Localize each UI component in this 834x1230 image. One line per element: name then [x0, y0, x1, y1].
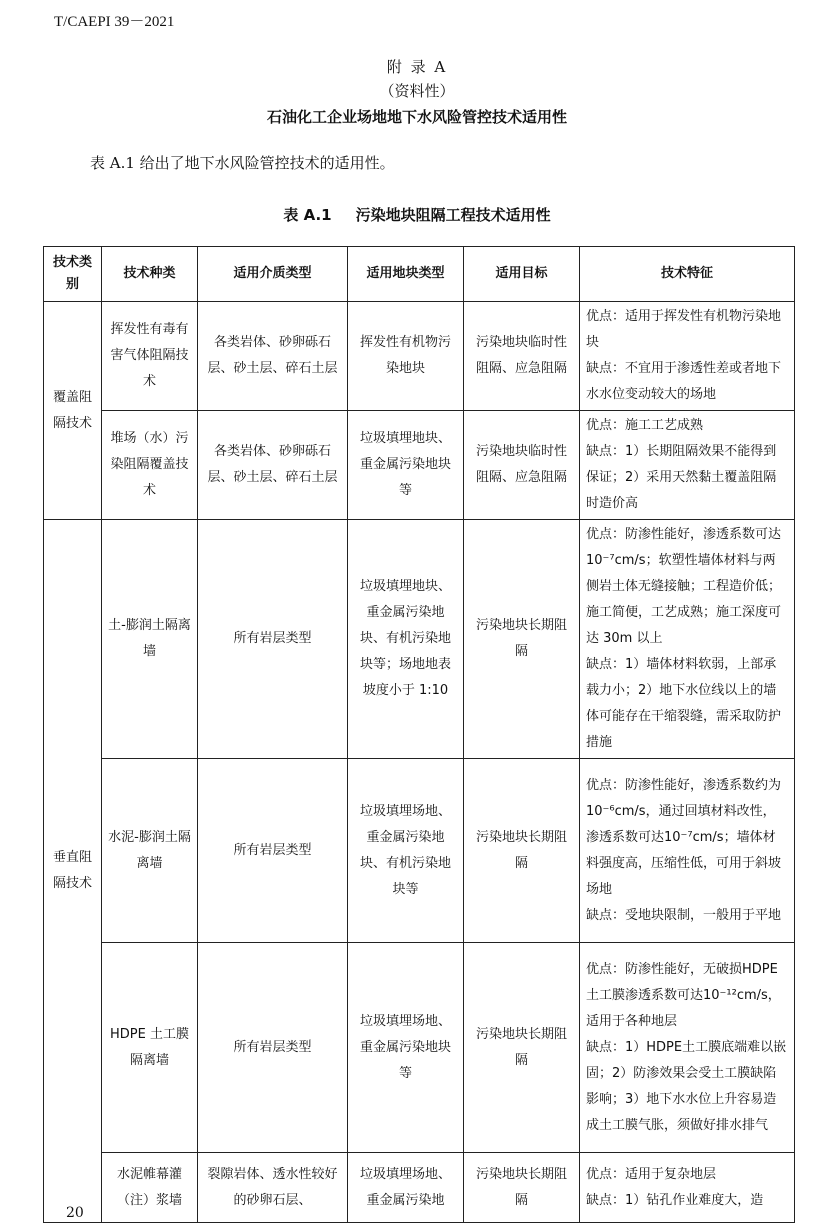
appendix-name: 石油化工企业场地地下水风险管控技术适用性 — [266, 108, 567, 126]
kind-cell: 土-膨润土隔离墙 — [102, 520, 198, 759]
feature-cons: 缺点：1）墙体材料软弱，上部承载力小；2）地下水位线以上的墙体可能存在干缩裂缝，需采取防护措施 — [586, 657, 782, 750]
target-cell: 污染地块临时性阻隔、应急阻隔 — [464, 302, 580, 411]
table-container — [43, 246, 795, 1208]
table-row — [44, 943, 795, 1153]
appendix-title: 附 录 A — [386, 58, 448, 76]
medium-cell: 所有岩层类型 — [198, 759, 348, 943]
header-category: 技术类别 — [44, 247, 102, 302]
table-caption-text: 污染地块阻隔工程技术适用性 — [355, 206, 551, 224]
medium-cell: 各类岩体、砂卵砾石层、砂土层、碎石土层 — [198, 411, 348, 520]
feature-cons: 缺点：受地块限制，一般用于平地 — [586, 907, 782, 923]
category-cell: 垂直阻隔技术 — [44, 520, 102, 1223]
feature-pros: 优点：施工工艺成熟 — [586, 418, 704, 433]
medium-cell: 各类岩体、砂卵砾石层、砂土层、碎石土层 — [198, 302, 348, 411]
feature-cell — [580, 520, 795, 759]
header-medium: 适用介质类型 — [198, 247, 348, 302]
table-row — [44, 411, 795, 520]
feature-cell — [580, 411, 795, 520]
feature-cons: 缺点：1）钻孔作业难度大，造 — [586, 1192, 764, 1208]
table-caption-number: 表 A.1 — [283, 206, 332, 224]
table-row — [44, 520, 795, 759]
feature-pros: 优点：适用于复杂地层 — [586, 1166, 717, 1182]
feature-pros: 优点：适用于挥发性有机物污染地块 — [586, 309, 782, 350]
feature-cons: 缺点：1）长期阻隔效果不能得到保证；2）采用天然黏土覆盖阻隔时造价高 — [586, 444, 777, 511]
document-code: T/CAEPI 39－2021 — [54, 14, 175, 30]
kind-cell: 水泥-膨润土隔离墙 — [102, 759, 198, 943]
target-cell: 污染地块长期阻隔 — [464, 1153, 580, 1223]
header-site: 适用地块类型 — [348, 247, 464, 302]
site-cell: 挥发性有机物污染地块 — [348, 302, 464, 411]
category-cell: 覆盖阻隔技术 — [44, 302, 102, 520]
table-caption — [0, 204, 834, 225]
kind-cell: HDPE 土工膜隔离墙 — [102, 943, 198, 1153]
appendix-subtitle: （资料性） — [379, 82, 455, 100]
target-cell: 污染地块长期阻隔 — [464, 759, 580, 943]
medium-cell: 所有岩层类型 — [198, 943, 348, 1153]
target-cell: 污染地块临时性阻隔、应急阻隔 — [464, 411, 580, 520]
site-cell: 垃圾填埋场地、重金属污染地块、有机污染地块等 — [348, 759, 464, 943]
feature-cons: 缺点：1）HDPE土工膜底端难以嵌固；2）防渗效果会受土工膜缺陷影响；3）地下水水位上升容易造成土工膜气胀，须做好排水排气 — [586, 1039, 787, 1133]
feature-pros: 优点：防渗性能好，无破损HDPE土工膜渗透系数可达10⁻¹²cm/s，适用于各种地层 — [586, 961, 781, 1029]
page-number: 20 — [66, 1205, 84, 1221]
table-row — [44, 1153, 795, 1223]
intro-paragraph: 表 A.1 给出了地下水风险管控技术的适用性。 — [90, 154, 395, 172]
site-cell: 垃圾填埋场地、重金属污染地块等 — [348, 943, 464, 1153]
feature-cell — [580, 302, 795, 411]
header-kind: 技术种类 — [102, 247, 198, 302]
header-target: 适用目标 — [464, 247, 580, 302]
feature-pros: 优点：防渗性能好，渗透系数可达 10⁻⁷cm/s；软塑性墙体材料与两侧岩土体无缝接触；工程造价低；施工简便，工艺成熟；施工深度可达 30m 以上 — [586, 527, 782, 646]
table-header-row — [44, 247, 795, 302]
kind-cell: 挥发性有毒有害气体阻隔技术 — [102, 302, 198, 411]
feature-cell — [580, 759, 795, 943]
kind-cell: 水泥帷幕灌（注）浆墙 — [102, 1153, 198, 1223]
medium-cell: 裂隙岩体、透水性较好的砂卵石层、 — [198, 1153, 348, 1223]
applicability-table — [43, 246, 795, 1223]
header-feature: 技术特征 — [580, 247, 795, 302]
target-cell: 污染地块长期阻隔 — [464, 520, 580, 759]
feature-cell — [580, 943, 795, 1153]
table-row — [44, 302, 795, 411]
feature-cell — [580, 1153, 795, 1223]
medium-cell: 所有岩层类型 — [198, 520, 348, 759]
site-cell: 垃圾填埋场地、重金属污染地 — [348, 1153, 464, 1223]
kind-cell: 堆场（水）污染阻隔覆盖技术 — [102, 411, 198, 520]
table-row — [44, 759, 795, 943]
site-cell: 垃圾填埋地块、重金属污染地块、有机污染地块等；场地地表坡度小于 1:10 — [348, 520, 464, 759]
site-cell: 垃圾填埋地块、重金属污染地块等 — [348, 411, 464, 520]
feature-cons: 缺点：不宜用于渗透性差或者地下水水位变动较大的场地 — [586, 361, 782, 402]
target-cell: 污染地块长期阻隔 — [464, 943, 580, 1153]
feature-pros: 优点：防渗性能好，渗透系数约为10⁻⁶cm/s，通过回填材料改性，渗透系数可达10⁻⁷cm/s；墙体材料强度高，压缩性低，可用于斜坡场地 — [586, 777, 782, 897]
